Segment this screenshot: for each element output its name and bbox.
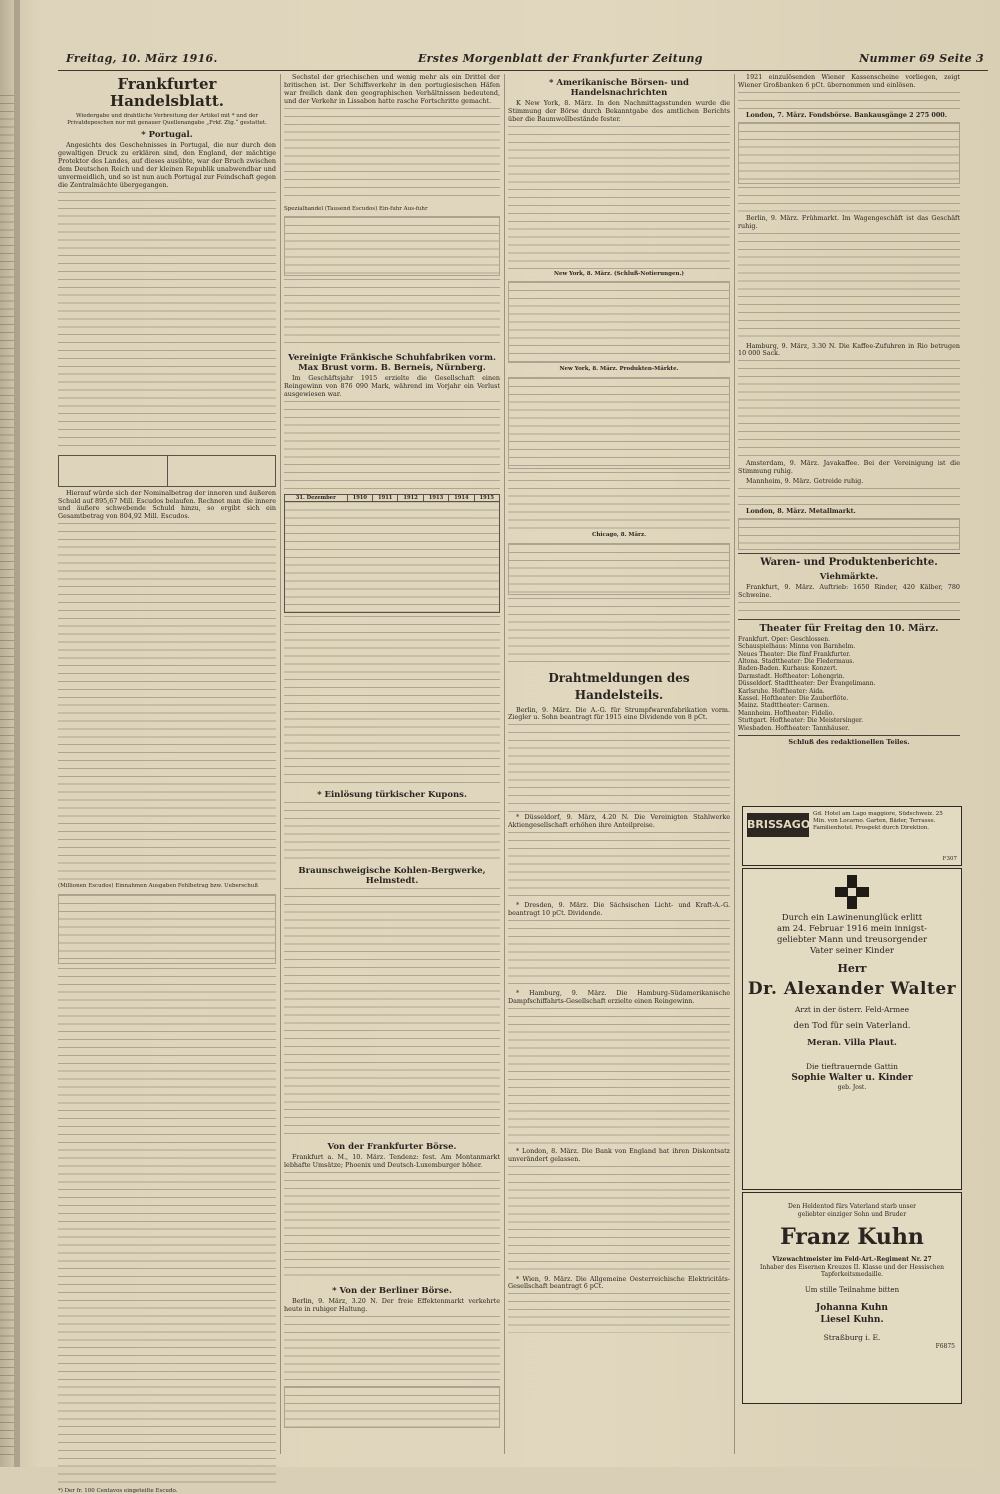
article-text-block <box>738 488 960 508</box>
obituary-signer: Liesel Kuhn. <box>820 1314 884 1325</box>
chicago-table <box>508 543 730 595</box>
article-text-block <box>508 472 730 532</box>
article-text-block <box>738 92 960 112</box>
obituary-city: Straßburg i. E. <box>823 1332 881 1342</box>
article-text-block <box>508 1008 730 1148</box>
article-paragraph: Frankfurt, 9. März. Auftrieb: 1650 Rinder, 420 Kälber, 780 Schweine. <box>738 582 960 599</box>
article-text-block <box>508 1293 730 1333</box>
table-header-cell: 1913 <box>423 494 448 501</box>
article-text-block <box>284 401 500 491</box>
obituary-deceased-name: Franz Kuhn <box>780 1224 924 1250</box>
table-header-cell: 1912 <box>398 494 423 501</box>
article-paragraph: Amsterdam, 9. März. Javakaffee. Bei der Vereinigung ist die Stimmung ruhig. <box>738 459 960 476</box>
obituary-decoration: Inhaber des Eisernen Kreuzes II. Klasse und der Hessischen Tapferkeitsmedaille. <box>759 1263 945 1278</box>
article-title-portugal: * Portugal. <box>141 130 193 141</box>
editorial-end-marker: Schluß des redaktionellen Teiles. <box>788 738 910 747</box>
ad-code: F307 <box>942 856 957 862</box>
article-paragraph: Angesichts des Geschehnisses in Portugal, die nur durch den gewaltigen Druck zu erklären sind, den England, der mächtige Protektor des Landes, auf dieses ausübte, war der Bruch zwischen dem Deutschen Reich und der kleinen Republik unabwendbar und unvermeidlich, und so ist nun auch Portugal zur Feindschaft gegen die Zentralmächte übergegangen. <box>58 141 276 189</box>
footnote: *) Der fr. 100 Centavos eingeteilte Escudo. <box>58 1487 178 1494</box>
page-fold <box>14 0 20 1467</box>
theater-entry: Stuttgart. Hoftheater: Die Meistersinger. <box>738 717 864 725</box>
masthead-note: Wiedergabe und drahtliche Verbreitung der Artikel mit * und der Privatdepeschen nur mit genauer Quellenangabe „Frkf. Ztg.“ gestattet. <box>67 113 267 126</box>
theater-entry: Neues Theater: Die fünf Frankfurter. <box>738 650 851 658</box>
article-paragraph: Berlin, 9. März, 3.20 N. Der freie Effektenmarkt verkehrte heute in ruhiger Haltung. <box>284 1296 500 1313</box>
article-title-turkish-coupons: * Einlösung türkischer Kupons. <box>317 789 467 800</box>
article-text-block <box>284 802 500 862</box>
article-text-block <box>738 187 960 215</box>
article-text-block <box>58 523 276 883</box>
budget-table-header: (Millionen Escudos) Einnahmen Ausgaben Fehlbetrag bzw. Ueberschuß <box>58 883 259 890</box>
adjacent-page-edge <box>0 95 14 1455</box>
article-text-block <box>508 598 730 668</box>
article-text-block <box>284 616 500 786</box>
iron-cross-icon <box>835 875 869 909</box>
article-title-frankfurt-boerse: Von der Frankfurter Börse. <box>327 1141 457 1152</box>
trade-table-header: Spezialhandel (Tausend Escudos) Ein-fuhr Aus-fuhr <box>284 205 428 212</box>
budget-table <box>58 894 276 964</box>
obituary-line: geliebter Mann und treusorgender <box>776 935 928 945</box>
article-paragraph: Sechstel der griechischen und wenig mehr als ein Drittel der britischen ist. Der Schiffsverkehr in den portugiesischen Häfen war freilich dank den geographischen Verhältnissen bedeutend, und der Verkehr in Lissabon hatte rasche Fortschritte gemacht. <box>284 73 500 105</box>
theater-entry: Darmstadt. Hoftheater: Lohengrin. <box>738 672 845 680</box>
obituary-signer: Johanna Kuhn <box>816 1302 888 1313</box>
section-title-drahtmeldungen: Drahtmeldungen des Handelsteils. <box>548 670 690 702</box>
article-title-fraenkische: Vereinigte Fränkische Schuhfabriken vorm. Max Brust vorm. B. Berneis, Nürnberg. <box>288 353 496 374</box>
article-text-block <box>58 968 276 1488</box>
article-paragraph: * Dresden, 9. März. Die Sächsischen Licht- und Kraft-A.-G. beantragt 10 pCt. Dividende. <box>508 901 730 918</box>
article-paragraph: 1921 einzulösenden Wiener Kassenscheine vorliegen, zeigt Wiener Großbanken 6 pCt. übernommen und einlösen. <box>738 73 960 89</box>
article-paragraph: Hamburg, 9. März, 3.30 N. Die Kaffee-Zufuhren in Rio betrugen 10 000 Sack. <box>738 341 960 358</box>
article-paragraph: * London, 8. März. Die Bank von England hat ihren Diskontsatz unverändert gelassen. <box>508 1146 730 1163</box>
obituary-rank: Vizewachtmeister im Feld-Art.-Regiment Nr. 27 <box>772 1256 932 1263</box>
exchange-rate-table <box>284 1386 500 1428</box>
table-caption: New York, 8. März. Produkten-Märkte. <box>559 366 679 373</box>
debt-table-cell <box>59 455 168 486</box>
theater-entry: Kassel. Hoftheater: Die Zauberflöte. <box>738 695 849 703</box>
obituary-mourner-intro: Die tieftrauernde Gattin <box>806 1062 898 1071</box>
header-date: Freitag, 10. März 1916. <box>66 52 218 65</box>
theater-entry: Schauspielhaus: Minna von Barnhelm. <box>738 643 856 651</box>
brissago-advertisement <box>742 806 962 866</box>
article-text-block <box>284 279 500 349</box>
theater-entry: Düsseldorf. Stadttheater: Der Evangelimann. <box>738 680 876 688</box>
balance-table-header-row <box>285 494 500 501</box>
section-divider <box>738 619 960 620</box>
obituary-line: geliebter einziger Sohn und Bruder <box>797 1210 907 1218</box>
section-title-theater: Theater für Freitag den 10. März. <box>759 622 939 634</box>
section-subtitle-vieh: Viehmärkte. <box>819 571 879 582</box>
article-paragraph: Berlin, 9. März. Die A.-G. für Strumpfwarenfabrikation vorm. Ziegler u. Sohn beantragt für 1915 eine Dividende von 8 pCt. <box>508 705 730 722</box>
obituary-mourner-sub: geb. Jost. <box>837 1084 867 1091</box>
header-paper-title: Erstes Morgenblatt der Frankfurter Zeitung <box>418 52 703 65</box>
ny-produce-table <box>508 377 730 469</box>
article-paragraph: * Düsseldorf, 9. März, 4.20 N. Die Vereinigten Stahlwerke Aktiengesellschaft erhöhen ihre Anteilpreise. <box>508 813 730 830</box>
table-header-cell: 1911 <box>373 494 398 501</box>
column-rule <box>280 74 281 1454</box>
column-rule <box>504 74 505 1454</box>
table-caption: New York, 8. März. (Schluß-Notierungen.) <box>553 270 685 277</box>
article-text-block <box>508 1166 730 1276</box>
article-paragraph: Frankfurt a. M., 10. März. Tendenz: fest. Am Montanmarkt lebhafte Umsätze; Phoenix und Deutsch-Luxemburger höher. <box>284 1152 500 1169</box>
column-2 <box>284 74 500 1454</box>
article-text-block <box>508 724 730 814</box>
article-text-block <box>284 1316 500 1386</box>
table-header-cell: 1915 <box>474 494 499 501</box>
brissago-logo: BRISSAGO <box>747 813 809 837</box>
article-text-block <box>508 126 730 271</box>
theater-entry: Altona. Stadttheater: Die Fledermaus. <box>738 658 855 665</box>
article-title-berlin-boerse: * Von der Berliner Börse. <box>332 1285 452 1296</box>
theater-entry: Karlsruhe. Hoftheater: Aida. <box>738 687 825 695</box>
article-paragraph: London, 8. März. Metallmarkt. <box>746 507 856 516</box>
article-text-block <box>284 108 500 203</box>
obituary-line: Vater seiner Kinder <box>809 946 895 956</box>
ny-quotations-table <box>508 281 730 363</box>
column-3 <box>508 74 730 1454</box>
table-header-cell: 31. Dezember <box>285 494 348 501</box>
obituary-line: Durch ein Lawinenunglück erlitt <box>781 913 923 923</box>
article-paragraph: London, 7. März. Fondsbörse. Bankausgänge 2 275 000. <box>746 110 947 119</box>
debt-table <box>58 455 276 487</box>
obituary-line: Den Heldentod fürs Vaterland starb unser <box>787 1203 916 1210</box>
table-caption: Chicago, 8. März. <box>592 531 646 538</box>
article-title-american-markets: * Amerikanische Börsen- und Handelsnachrichten <box>549 78 689 98</box>
obituary-line: den Tod für sein Vaterland. <box>793 1021 911 1031</box>
obituary-rank: Arzt in der österr. Feld-Armee <box>794 1005 910 1014</box>
obituary-walter <box>742 868 962 1190</box>
trade-table <box>284 216 500 276</box>
table-header-cell: 1910 <box>347 494 372 501</box>
obituary-place: Meran. Villa Plaut. <box>807 1038 897 1048</box>
masthead: Frankfurter Handelsblatt. <box>110 75 224 110</box>
article-title-braunkohle: Braunschweigische Kohlen-Bergwerke, Helmstedt. <box>298 865 486 886</box>
metal-table <box>738 518 960 550</box>
obituary-kuhn <box>742 1192 962 1404</box>
header-page-number: Nummer 69 Seite 3 <box>859 52 984 65</box>
table-header-cell: 1914 <box>449 494 474 501</box>
theater-entry: Wiesbaden. Hoftheater: Tannhäuser. <box>738 724 850 732</box>
balance-table-body <box>285 501 500 612</box>
article-paragraph: * Hamburg, 9. März. Die Hamburg-Südamerikanische Dampfschiffahrts-Gesellschaft erzielte einen Reingewinn. <box>508 988 730 1005</box>
article-text-block <box>738 602 960 616</box>
brissago-ad-text: Gd. Hotel am Lago maggiore, Südschweiz. 25 Min. von Locarno. Garten, Bäder, Terrasse. Familienhotel. Prospekt durch Direktion. <box>813 811 943 831</box>
theater-listing <box>738 636 960 732</box>
article-text-block <box>284 1172 500 1282</box>
obituary-honorific: Herr <box>837 962 867 975</box>
obituary-condolence: Um stille Teilnahme bitten <box>804 1285 900 1294</box>
article-text-block <box>58 192 276 452</box>
column-1 <box>58 74 276 1494</box>
london-funds-table <box>738 122 960 184</box>
column-4 <box>738 74 960 802</box>
article-paragraph: K New York, 8. März. In den Nachmittagsstunden wurde die Stimmung der Börse durch Bekanntgabe des amtlichen Berichts über die Baumwollbestände fester. <box>508 99 730 123</box>
article-text-block <box>508 832 730 902</box>
theater-entry: Baden-Baden. Kurhaus: Konzert. <box>738 665 838 673</box>
obituary-deceased-name: Dr. Alexander Walter <box>747 979 957 999</box>
article-paragraph: * Wien, 9. März. Die Allgemeine Oesterreichische Elektricitäts-Gesellschaft beantragt 6 pCt. <box>508 1274 730 1291</box>
article-paragraph: Mannheim, 9. März. Getreide ruhig. <box>746 477 864 486</box>
section-divider <box>738 553 960 554</box>
obituary-mourner: Sophie Walter u. Kinder <box>791 1073 913 1083</box>
ad-code: F6875 <box>935 1342 955 1350</box>
theater-entry: Mainz. Stadttheater: Carmen. <box>738 702 830 710</box>
debt-table-cell <box>167 455 276 486</box>
obituary-line: am 24. Februar 1916 mein innigst- <box>776 924 928 934</box>
theater-entry: Mannheim. Hoftheater: Fidelio. <box>738 709 835 717</box>
section-divider <box>738 735 960 736</box>
article-text-block <box>508 920 730 990</box>
column-rule <box>734 74 735 1454</box>
balance-table <box>284 494 500 613</box>
article-text-block <box>738 233 960 343</box>
article-text-block <box>738 360 960 460</box>
section-title-waren: Waren- und Produktenberichte. <box>760 556 938 568</box>
article-paragraph: Im Geschäftsjahr 1915 erzielte die Gesellschaft einen Reingewinn von 876 090 Mark, während im Vorjahr ein Verlust ausgewiesen war. <box>284 374 500 399</box>
page-header <box>58 50 988 71</box>
article-text-block <box>284 888 500 1138</box>
article-paragraph: Hierauf würde sich der Nominalbetrag der inneren und äußeren Schuld auf 895,67 Mill. Escudos belaufen. Rechnet man die innere und äußere schwebende Schuld hinzu, so ergibt sich ein Gesamtbetrag von 804,92 Mill. Escudos. <box>58 488 276 521</box>
article-paragraph: Berlin, 9. März. Frühmarkt. Im Wagengeschäft ist das Geschäft ruhig. <box>738 213 960 230</box>
theater-entry: Frankfurt. Oper: Geschlossen. <box>738 635 831 643</box>
